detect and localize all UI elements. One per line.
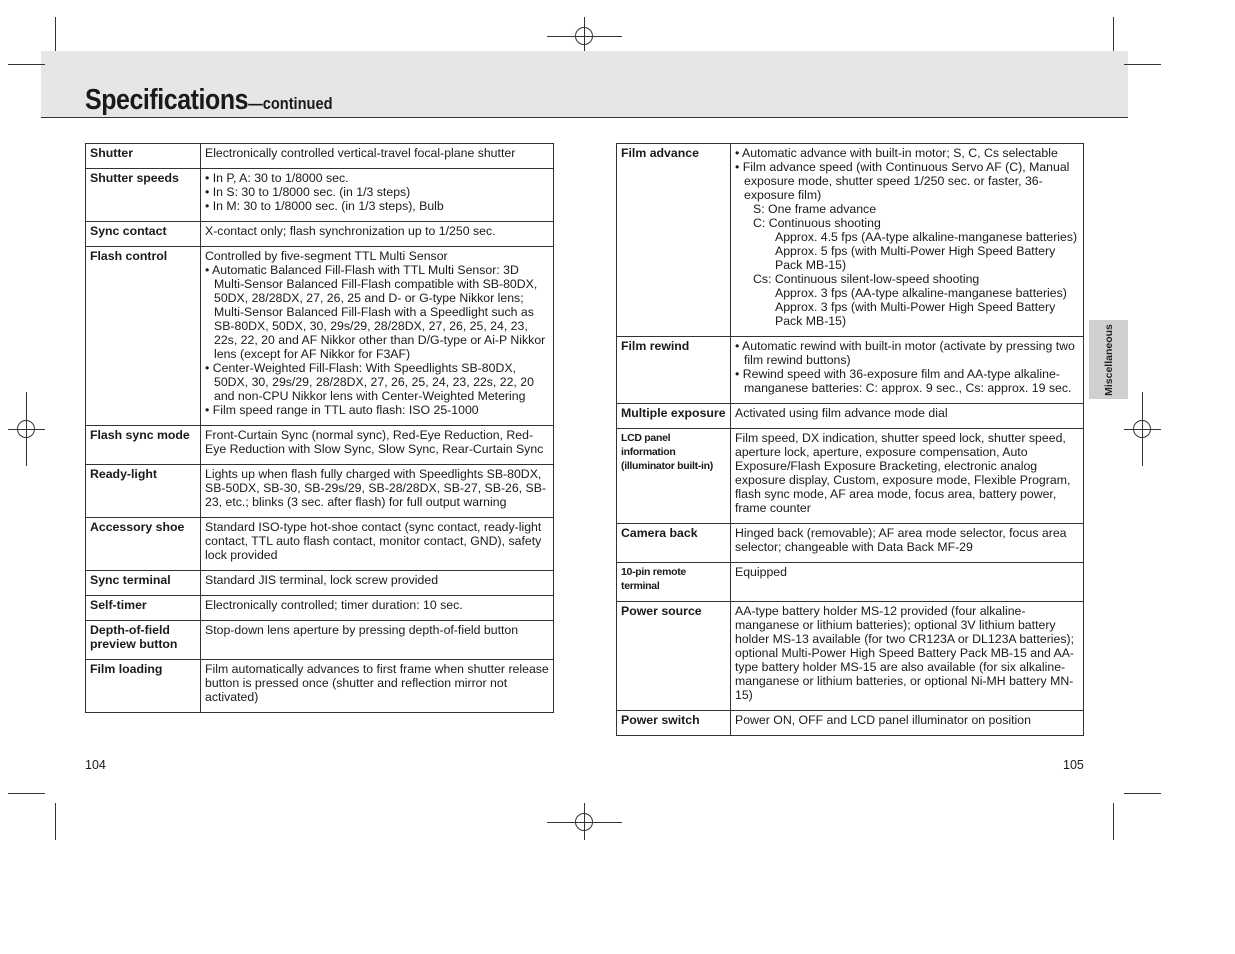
spec-value <box>201 144 554 169</box>
registration-target-icon <box>1133 420 1151 438</box>
spec-value <box>731 563 1084 602</box>
spec-row <box>86 571 554 596</box>
spec-label: Flash sync mode <box>86 426 201 465</box>
spec-row <box>617 602 1084 711</box>
spec-table-left <box>85 143 554 713</box>
spec-row <box>86 660 554 713</box>
spec-value <box>201 247 554 426</box>
registration-target-icon <box>575 27 593 45</box>
spec-value-line: • Automatic advance with built-in motor; S, C, Cs selectable <box>735 146 1058 160</box>
crop-mark <box>55 17 56 51</box>
page-number-left: 104 <box>85 758 106 772</box>
spec-row <box>617 711 1084 736</box>
spec-label: Camera back <box>617 524 731 563</box>
spec-label: Sync contact <box>86 222 201 247</box>
spec-value <box>201 465 554 518</box>
spec-value-line: Cs: Continuous silent-low-speed shooting <box>753 272 980 286</box>
spec-value <box>731 404 1084 429</box>
spec-value <box>201 426 554 465</box>
spec-row <box>86 465 554 518</box>
spec-row <box>86 247 554 426</box>
spec-value <box>201 596 554 621</box>
spec-value <box>731 711 1084 736</box>
spec-value-line: • In M: 30 to 1/8000 sec. (in 1/3 steps), Bulb <box>205 199 444 213</box>
spec-value-line: • Film advance speed (with Continuous Servo AF (C), Manual exposure mode, shutter speed 1/250 sec. or faster, 36-exposure film) <box>735 160 1070 202</box>
spec-label: Film advance <box>617 144 731 337</box>
crop-mark <box>1113 17 1114 51</box>
spec-value-line: Approx. 3 fps (AA-type alkaline-manganese batteries) <box>775 286 1067 300</box>
page-title-main: Specifications <box>85 84 249 116</box>
crop-mark <box>55 803 56 840</box>
spec-value-line: S: One frame advance <box>753 202 877 216</box>
spec-label: 10-pin remote terminal <box>617 563 731 602</box>
spec-value <box>731 429 1084 524</box>
spec-row <box>617 337 1084 404</box>
spec-value <box>201 518 554 571</box>
spec-value <box>201 571 554 596</box>
spec-value-line: • Center-Weighted Fill-Flash: With Speedlights SB-80DX, 50DX, 30, 29s/29, 28/28DX, 27, 26, 25, 24, 23, 22s, 22, 20 and non-CPU Nikkor lens with Center-Weighted Metering <box>205 361 534 403</box>
spec-value-line: • Automatic Balanced Fill-Flash with TTL Multi Sensor: 3D Multi-Sensor Balanced Fill-Flash compatible with SB-80DX, 50DX, 28/28DX, 27, 26, 25 and D- or G-type Nikkor lens; Multi-Sensor Balanced Fill-Flash with a Speedlight such as SB-80DX, 50DX, 30, 29s/29, 28/28DX, 27, 26, 25, 24, 23, 22s, 22, 20 and AF Nikkor other than D/G-type or Ai-P Nikkor lens (except for AF Nikkor for F3AF) <box>205 263 546 361</box>
spec-label: Self-timer <box>86 596 201 621</box>
spec-value-line: • Rewind speed with 36-exposure film and AA-type alkaline-manganese batteries: C: approx. 9 sec., Cs: approx. 19 sec. <box>735 367 1072 395</box>
page-title <box>85 84 333 117</box>
spec-label: Shutter speeds <box>86 169 201 222</box>
spec-label: Accessory shoe <box>86 518 201 571</box>
spec-label: Depth-of-field preview button <box>86 621 201 660</box>
spec-row <box>617 563 1084 602</box>
spec-value-line: Film automatically advances to first frame when shutter release button is pressed once (shutter and reflection mirror not activated) <box>205 662 549 704</box>
spec-value-line: • Film speed range in TTL auto flash: ISO 25-1000 <box>205 403 479 417</box>
spec-label: Power switch <box>617 711 731 736</box>
section-tab-label: Miscellaneous <box>1102 323 1115 396</box>
spec-row <box>86 518 554 571</box>
spec-row <box>617 404 1084 429</box>
spec-value-line: Electronically controlled; timer duration: 10 sec. <box>205 598 463 612</box>
spec-value-line: Power ON, OFF and LCD panel illuminator on position <box>735 713 1031 727</box>
spec-value <box>201 660 554 713</box>
spec-label: Sync terminal <box>86 571 201 596</box>
spec-value <box>201 169 554 222</box>
spec-label: Power source <box>617 602 731 711</box>
spec-label: Multiple exposure <box>617 404 731 429</box>
registration-target-icon <box>17 420 35 438</box>
spec-value-line: X-contact only; flash synchronization up to 1/250 sec. <box>205 224 496 238</box>
crop-mark <box>1124 793 1161 794</box>
spec-value-line: Approx. 5 fps (with Multi-Power High Speed Battery Pack MB-15) <box>775 244 1056 272</box>
spec-label: Ready-light <box>86 465 201 518</box>
page-title-sub: —continued <box>248 94 333 113</box>
spec-value-line: C: Continuous shooting <box>753 216 881 230</box>
spec-label: Film rewind <box>617 337 731 404</box>
spec-value <box>731 144 1084 337</box>
spec-value-line: Activated using film advance mode dial <box>735 406 948 420</box>
spec-row <box>617 429 1084 524</box>
spec-label: Shutter <box>86 144 201 169</box>
spec-value <box>201 222 554 247</box>
spec-value-line: Approx. 4.5 fps (AA-type alkaline-manganese batteries) <box>775 230 1078 244</box>
spec-value-line: Stop-down lens aperture by pressing depth-of-field button <box>205 623 519 637</box>
spec-value-line: Equipped <box>735 565 787 579</box>
spec-value-line: Standard JIS terminal, lock screw provided <box>205 573 439 587</box>
spec-value-line: Controlled by five-segment TTL Multi Sensor <box>205 249 448 263</box>
spec-row <box>86 222 554 247</box>
spec-table-right <box>616 143 1084 736</box>
spec-value-line: Approx. 3 fps (with Multi-Power High Speed Battery Pack MB-15) <box>775 300 1056 328</box>
crop-mark <box>1113 803 1114 840</box>
spec-value-line: • In P, A: 30 to 1/8000 sec. <box>205 171 349 185</box>
spec-row <box>86 169 554 222</box>
spec-label: Film loading <box>86 660 201 713</box>
spec-value-line: Electronically controlled vertical-travel focal-plane shutter <box>205 146 516 160</box>
spec-row <box>86 621 554 660</box>
crop-mark <box>1124 64 1161 65</box>
spec-value <box>201 621 554 660</box>
spec-value-line: AA-type battery holder MS-12 provided (four alkaline-manganese or lithium batteries); optional 3V lithium battery holder MS-13 available (for two CR123A or DL123A batteries); optional Multi-Power High Speed Battery Pack MB-15 and AA-type battery holder MS-15 are also available (for six alkaline-manganese or lithium batteries, or optional Ni-MH battery MN-15) <box>735 604 1075 702</box>
spec-value-line: Lights up when flash fully charged with Speedlights SB-80DX, SB-50DX, SB-30, SB-29s/29, SB-28/28DX, SB-27, SB-26, SB-23, etc.; blinks (3 sec. after flash) for full output warning <box>205 467 547 509</box>
spec-value <box>731 602 1084 711</box>
spec-value <box>731 524 1084 563</box>
spec-value-line: Hinged back (removable); AF area mode selector, focus area selector; changeable with Data Back MF-29 <box>735 526 1067 554</box>
spec-label: Flash control <box>86 247 201 426</box>
spec-value-line: Film speed, DX indication, shutter speed lock, shutter speed, aperture lock, aperture, exposure compensation, Auto Exposure/Flash Exposure Bracketing, electronic analog exposure display, Custom, exposure mode, Flexible Program, flash sync mode, AF area mode, focus area, battery power, frame counter <box>735 431 1071 515</box>
spec-row <box>617 524 1084 563</box>
spec-row <box>86 596 554 621</box>
registration-target-icon <box>575 813 593 831</box>
spec-row <box>617 144 1084 337</box>
crop-mark <box>8 793 45 794</box>
spec-row <box>86 144 554 169</box>
spec-value-line: Standard ISO-type hot-shoe contact (sync contact, ready-light contact, TTL auto flash contact, monitor contact, GND), safety lock provided <box>205 520 542 562</box>
spec-value <box>731 337 1084 404</box>
spec-value-line: • Automatic rewind with built-in motor (activate by pressing two film rewind buttons) <box>735 339 1075 367</box>
section-tab <box>1089 320 1128 399</box>
spec-value-line: Front-Curtain Sync (normal sync), Red-Eye Reduction, Red-Eye Reduction with Slow Sync, Slow Sync, Rear-Curtain Sync <box>205 428 544 456</box>
page-number-right: 105 <box>1063 758 1084 772</box>
crop-mark <box>8 64 45 65</box>
spec-value-line: • In S: 30 to 1/8000 sec. (in 1/3 steps) <box>205 185 411 199</box>
spec-row <box>86 426 554 465</box>
spec-label: LCD panel information (illuminator built-in) <box>617 429 731 524</box>
